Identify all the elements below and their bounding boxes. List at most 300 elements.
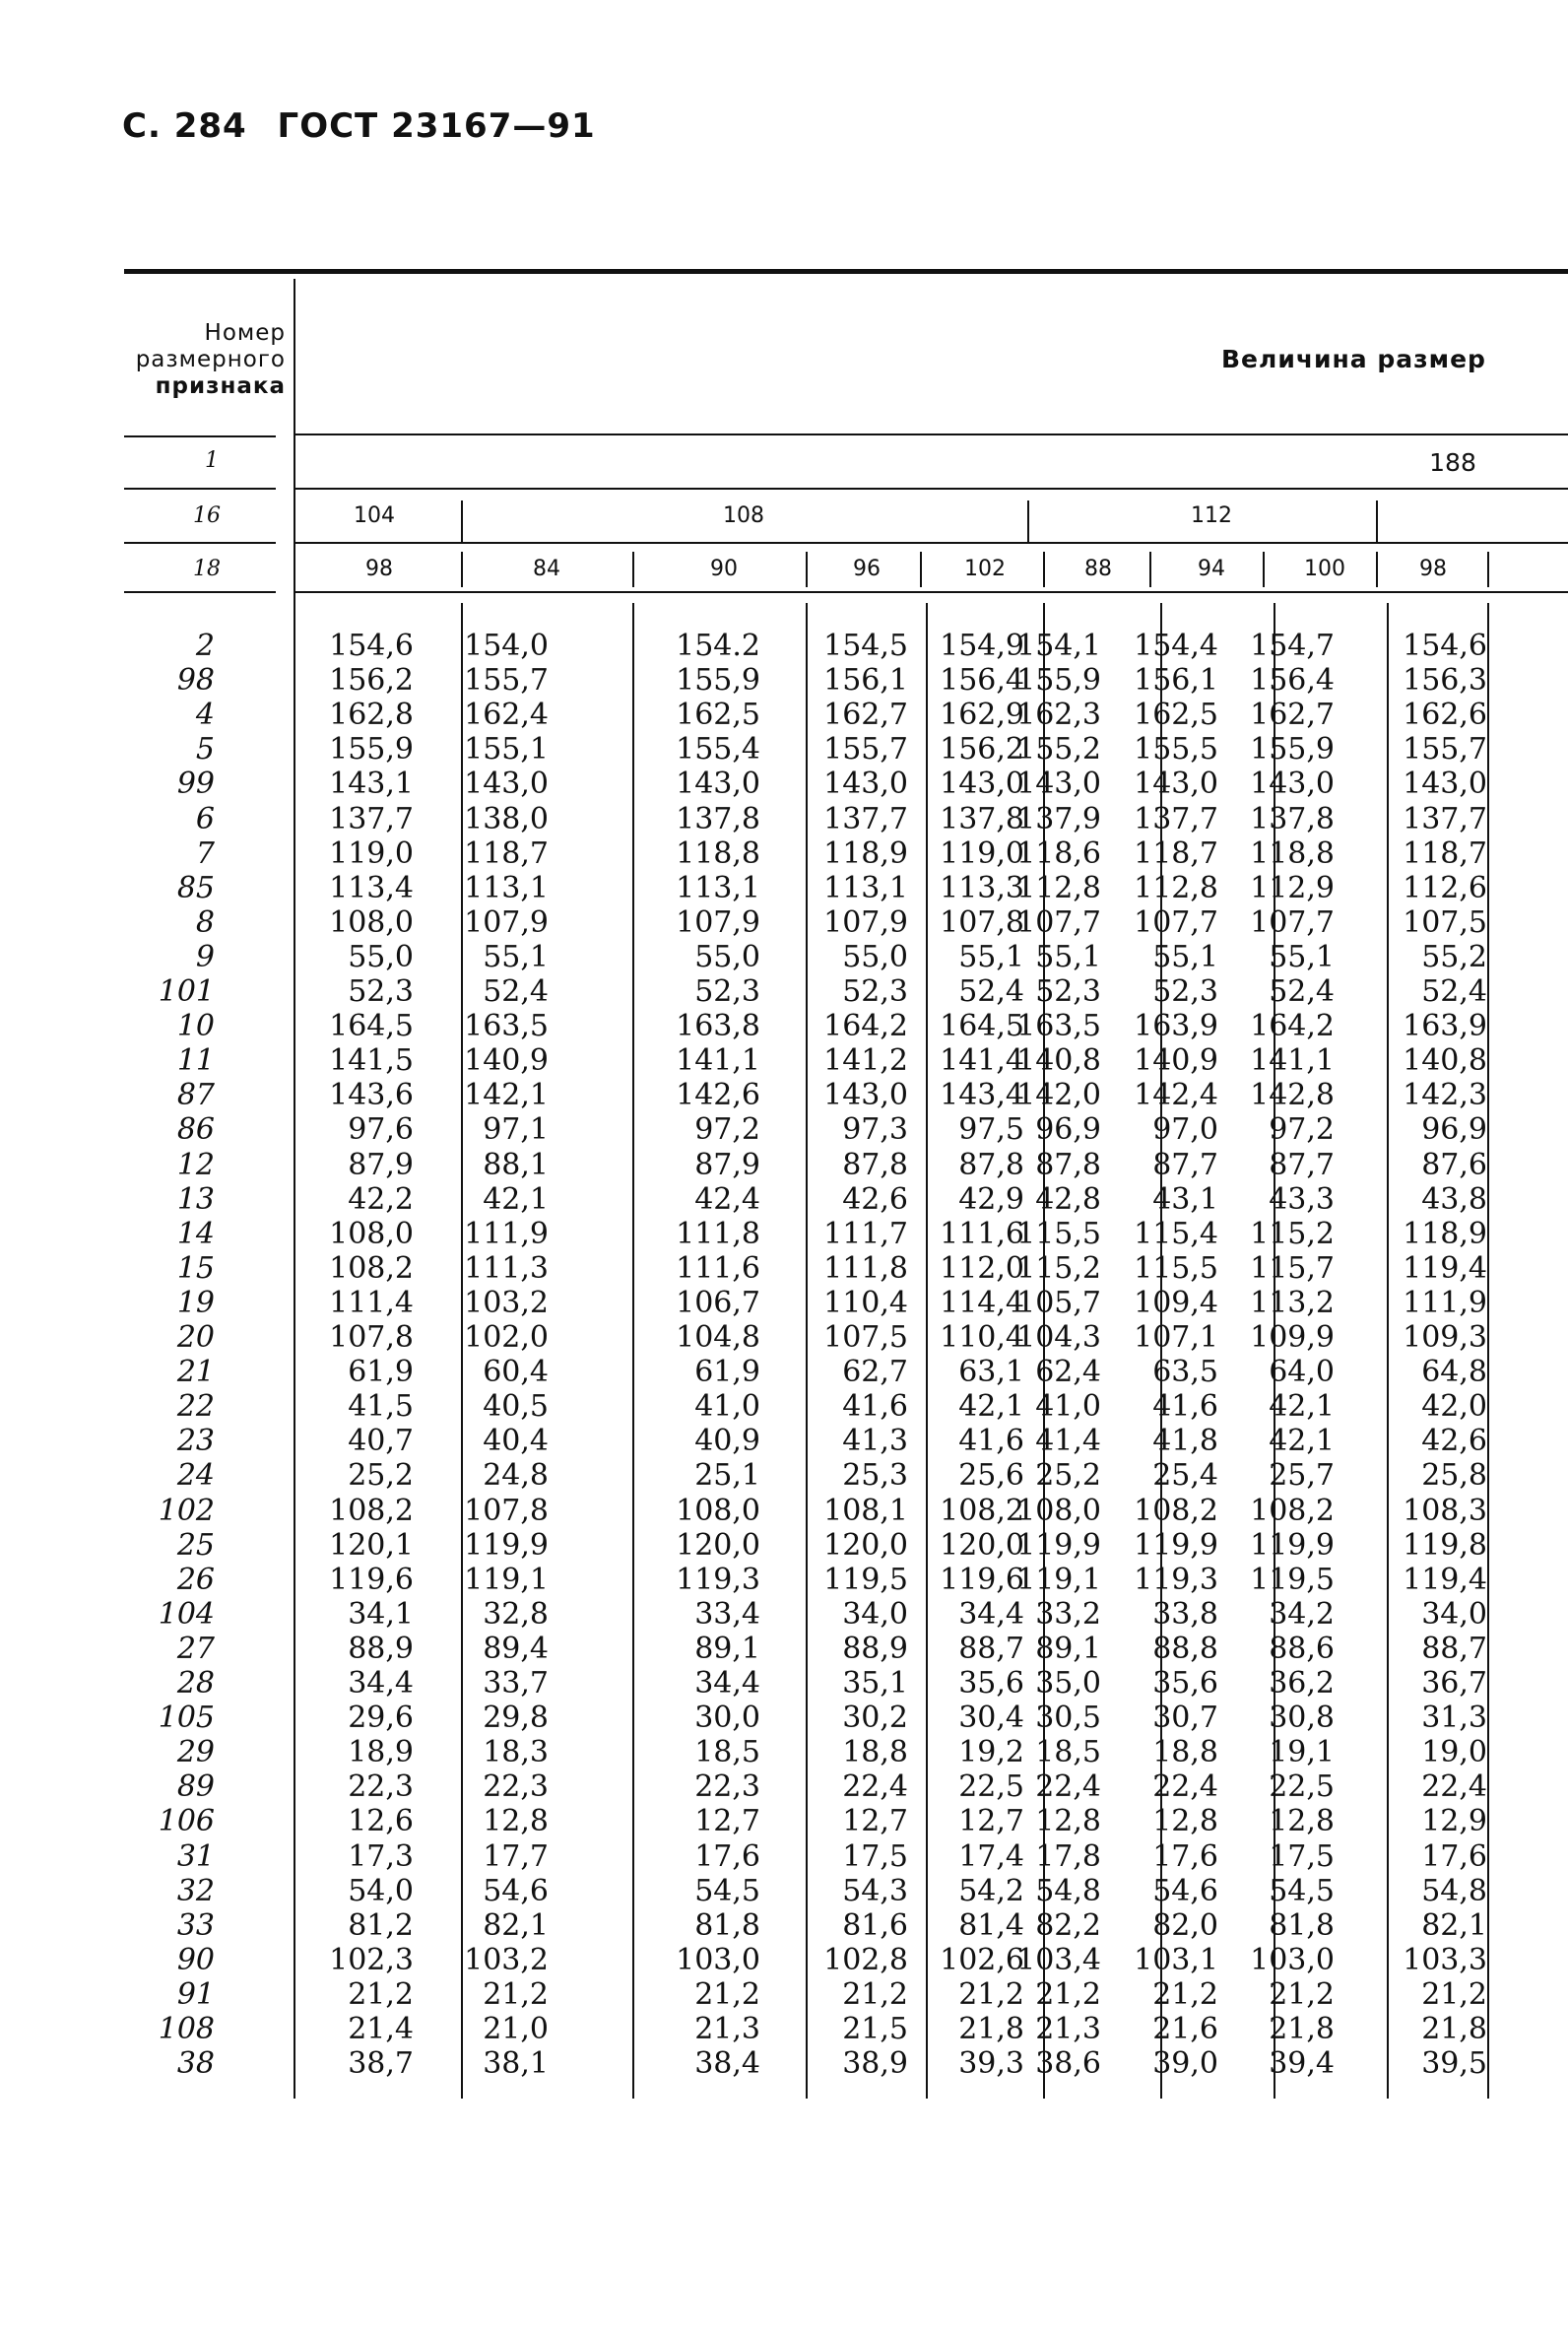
table-cell: 154,5 [823,629,908,663]
table-cell: 163,5 [464,1009,549,1044]
table-row [0,1632,1568,1666]
table-cell: 21,2 [1421,1976,1487,2012]
table-cell: 33,2 [1035,1596,1101,1632]
feature-number: 9 [195,939,215,974]
table-cell: 12,8 [1035,1804,1101,1839]
table-row [0,1182,1568,1217]
table-cell: 24,8 [483,1458,549,1494]
table-cell: 54,8 [1035,1873,1101,1908]
table-cell: 34,4 [694,1666,760,1701]
table-row [0,1458,1568,1493]
table-cell: 17,3 [348,1838,414,1874]
table-cell: 41,8 [1152,1424,1218,1459]
table-cell: 107,8 [940,904,1024,940]
table-row [0,2012,1568,2046]
table-cell: 19,0 [1421,1735,1487,1770]
feature-number: 8 [195,904,215,940]
feature-number: 20 [176,1320,215,1355]
table-cell: 142,4 [1134,1078,1218,1113]
table-cell: 118,7 [1134,835,1218,871]
table-cell: 111,9 [1403,1285,1487,1320]
table-row [0,1217,1568,1251]
table-row [0,974,1568,1009]
table-cell: 30,0 [694,1701,760,1736]
table-cell: 40,7 [348,1424,414,1459]
feature-number: 85 [176,870,215,905]
table-row [0,698,1568,732]
feature-number: 33 [176,1907,215,1943]
table-cell: 12,9 [1421,1804,1487,1839]
table-cell: 63,5 [1152,1355,1218,1390]
table-row [0,1735,1568,1769]
table-cell: 112,9 [1250,870,1335,905]
table-cell: 137,8 [940,801,1024,836]
row-header-label: Номер размерного признака [135,320,286,399]
table-cell: 21,8 [1421,2012,1487,2046]
table-cell: 52,3 [348,974,414,1009]
table-cell: 164,5 [940,1009,1024,1044]
divider [124,488,276,490]
table-cell: 103,1 [1134,1942,1218,1977]
table-cell: 29,8 [483,1701,549,1736]
table-cell: 12,8 [483,1804,549,1839]
table-cell: 41,0 [694,1389,760,1425]
header-cell: 188 [1429,448,1476,477]
table-cell: 115,2 [1250,1216,1335,1251]
table-cell: 143,0 [1250,767,1335,802]
table-cell: 108,2 [329,1250,414,1286]
table-row [0,905,1568,940]
table-cell: 142,6 [676,1078,760,1113]
header-cell: 96 [853,557,881,581]
table-cell: 88,7 [958,1631,1024,1666]
table-cell: 164,2 [823,1009,908,1044]
divider [1027,500,1029,542]
table-cell: 38,4 [694,2046,760,2082]
header-cell: 102 [964,557,1006,581]
header-cell: 90 [710,557,738,581]
table-cell: 108,0 [1016,1493,1101,1528]
table-cell: 115,5 [1134,1250,1218,1286]
divider [1149,552,1151,587]
table-cell: 55,1 [958,939,1024,974]
table-cell: 154,9 [940,629,1024,663]
table-cell: 111,8 [823,1250,908,1286]
table-cell: 25,3 [842,1458,908,1494]
table-cell: 103,2 [464,1285,549,1320]
table-cell: 61,9 [694,1355,760,1390]
table-cell: 143,0 [823,1078,908,1113]
table-cell: 87,9 [694,1147,760,1182]
table-cell: 111,6 [940,1216,1024,1251]
table-cell: 40,5 [483,1389,549,1425]
table-cell: 21,2 [1035,1976,1101,2012]
table-row [0,663,1568,698]
divider [1263,552,1265,587]
table-cell: 111,7 [823,1216,908,1251]
table-cell: 63,1 [958,1355,1024,1390]
table-cell: 34,4 [958,1596,1024,1632]
table-cell: 12,7 [842,1804,908,1839]
table-cell: 113,3 [940,870,1024,905]
table-cell: 88,6 [1269,1631,1335,1666]
table-cell: 114,4 [940,1285,1024,1320]
table-cell: 111,3 [464,1250,549,1286]
table-cell: 156,4 [940,663,1024,699]
table-cell: 54,6 [1152,1873,1218,1908]
table-cell: 107,8 [329,1320,414,1355]
table-cell: 137,7 [823,801,908,836]
table-cell: 164,2 [1250,1009,1335,1044]
table-cell: 22,3 [348,1769,414,1805]
table-cell: 52,3 [694,974,760,1009]
feature-number: 25 [176,1527,215,1563]
table-cell: 107,5 [823,1320,908,1355]
table-row [0,1804,1568,1838]
table-cell: 108,2 [329,1493,414,1528]
page-header [122,106,614,146]
table-cell: 34,2 [1269,1596,1335,1632]
table-cell: 97,3 [842,1112,908,1148]
table-cell: 54,0 [348,1873,414,1908]
feature-number: 11 [176,1043,215,1079]
table-cell: 81,4 [958,1907,1024,1943]
table-cell: 143,0 [1134,767,1218,802]
table-cell: 12,6 [348,1804,414,1839]
table-cell: 162,5 [1134,698,1218,733]
divider [295,434,1568,435]
feature-number: 99 [176,767,215,802]
table-cell: 113,1 [823,870,908,905]
table-cell: 42,2 [348,1181,414,1217]
table-cell: 154.2 [676,629,760,663]
table-cell: 110,4 [823,1285,908,1320]
table-cell: 107,9 [676,904,760,940]
divider [1376,552,1378,587]
table-cell: 52,4 [958,974,1024,1009]
table-cell: 41,3 [842,1424,908,1459]
table-row [0,1908,1568,1943]
table-cell: 119,9 [464,1527,549,1563]
table-cell: 34,4 [348,1666,414,1701]
table-cell: 107,1 [1134,1320,1218,1355]
table-cell: 22,4 [1152,1769,1218,1805]
table-row [0,1389,1568,1424]
table-cell: 155,9 [1016,663,1101,699]
table-cell: 52,4 [1421,974,1487,1009]
table-cell: 81,8 [1269,1907,1335,1943]
table-cell: 143,1 [329,767,414,802]
table-cell: 156,1 [823,663,908,699]
table-cell: 55,0 [348,939,414,974]
table-cell: 118,9 [823,835,908,871]
table-cell: 34,0 [842,1596,908,1632]
table-cell: 138,0 [464,801,549,836]
header-cell: 94 [1198,557,1225,581]
table-cell: 154,6 [329,629,414,663]
table-cell: 155,9 [329,732,414,767]
divider [806,552,808,587]
table-cell: 97,0 [1152,1112,1218,1148]
table-cell: 64,8 [1421,1355,1487,1390]
table-cell: 155,5 [1134,732,1218,767]
table-cell: 41,6 [842,1389,908,1425]
table-cell: 22,4 [1421,1769,1487,1805]
table-cell: 143,0 [940,767,1024,802]
header-cell: 88 [1084,557,1112,581]
feature-number: 15 [176,1250,215,1286]
table-cell: 118,8 [1250,835,1335,871]
table-row [0,940,1568,974]
table-cell: 81,6 [842,1907,908,1943]
table-cell: 21,3 [694,2012,760,2046]
table-cell: 54,3 [842,1873,908,1908]
header-cell: 104 [354,503,395,528]
table-cell: 41,4 [1035,1424,1101,1459]
table-cell: 115,2 [1016,1250,1101,1286]
table-cell: 142,0 [1016,1078,1101,1113]
table-cell: 33,7 [483,1666,549,1701]
feature-number: 7 [195,835,215,871]
table-cell: 17,6 [694,1838,760,1874]
table-cell: 87,7 [1152,1147,1218,1182]
table-cell: 52,3 [1035,974,1101,1009]
table-cell: 109,9 [1250,1320,1335,1355]
table-cell: 87,6 [1421,1147,1487,1182]
table-cell: 107,7 [1016,904,1101,940]
table-cell: 137,7 [329,801,414,836]
header-cell: 98 [1419,557,1447,581]
table-row [0,836,1568,871]
header-cell: 100 [1304,557,1345,581]
table-cell: 19,1 [1269,1735,1335,1770]
feature-number: 23 [176,1424,215,1459]
table-cell: 119,3 [676,1562,760,1597]
table-cell: 155,7 [1403,732,1487,767]
table-cell: 108,0 [329,1216,414,1251]
table-cell: 41,6 [1152,1389,1218,1425]
table-cell: 112,8 [1016,870,1101,905]
feature-number: 104 [158,1596,215,1632]
table-cell: 18,8 [1152,1735,1218,1770]
table-cell: 108,2 [1250,1493,1335,1528]
table-cell: 119,6 [329,1562,414,1597]
table-cell: 97,2 [694,1112,760,1148]
table-cell: 162,5 [676,698,760,733]
table-cell: 42,4 [694,1181,760,1217]
table-cell: 52,4 [1269,974,1335,1009]
table-cell: 40,9 [694,1424,760,1459]
table-cell: 155,9 [676,663,760,699]
table-cell: 155,4 [676,732,760,767]
table-cell: 35,6 [1152,1666,1218,1701]
divider [1043,552,1045,587]
table-cell: 119,3 [1134,1562,1218,1597]
table-cell: 103,0 [1250,1942,1335,1977]
table-cell: 143,0 [676,767,760,802]
table-cell: 35,1 [842,1666,908,1701]
table-cell: 87,7 [1269,1147,1335,1182]
table-row [0,1563,1568,1597]
table-cell: 108,2 [940,1493,1024,1528]
table-cell: 96,9 [1035,1112,1101,1148]
table-cell: 64,0 [1269,1355,1335,1390]
feature-number: 13 [176,1181,215,1217]
table-row [0,629,1568,663]
divider [295,542,1568,544]
table-cell: 104,3 [1016,1320,1101,1355]
table-cell: 29,6 [348,1701,414,1736]
table-row [0,1528,1568,1563]
table-cell: 108,3 [1403,1493,1487,1528]
table-cell: 155,7 [464,663,549,699]
table-row [0,767,1568,801]
table-cell: 88,8 [1152,1631,1218,1666]
table-cell: 112,8 [1134,870,1218,905]
feature-number: 89 [176,1769,215,1805]
table-cell: 96,9 [1421,1112,1487,1148]
table-cell: 87,9 [348,1147,414,1182]
table-cell: 55,1 [1035,939,1101,974]
feature-number: 14 [176,1216,215,1251]
table-cell: 18,3 [483,1735,549,1770]
table-cell: 108,0 [329,904,414,940]
table-cell: 89,1 [694,1631,760,1666]
table-cell: 120,0 [940,1527,1024,1563]
standard-code: ГОСТ 23167—91 [277,106,596,146]
table-cell: 38,6 [1035,2046,1101,2082]
feature-number: 5 [195,732,215,767]
table-cell: 21,2 [1152,1976,1218,2012]
table-cell: 22,5 [958,1769,1024,1805]
table-cell: 12,7 [694,1804,760,1839]
divider [1487,552,1489,587]
table-cell: 21,0 [483,2012,549,2046]
table-cell: 34,0 [1421,1596,1487,1632]
table-cell: 30,5 [1035,1701,1101,1736]
table-cell: 155,1 [464,732,549,767]
table-cell: 137,9 [1016,801,1101,836]
table-cell: 156,2 [329,663,414,699]
table-row [0,1009,1568,1043]
table-cell: 119,0 [940,835,1024,871]
table-cell: 140,9 [1134,1043,1218,1079]
table-cell: 118,8 [676,835,760,871]
table-cell: 30,4 [958,1701,1024,1736]
feature-number: 87 [176,1078,215,1113]
table-cell: 108,0 [676,1493,760,1528]
page-number: С. 284 [122,106,247,146]
table-cell: 107,7 [1250,904,1335,940]
table-cell: 97,1 [483,1112,549,1148]
table-cell: 54,6 [483,1873,549,1908]
table-cell: 35,6 [958,1666,1024,1701]
table-cell: 119,1 [1016,1562,1101,1597]
table-row [0,1320,1568,1355]
table-cell: 142,8 [1250,1078,1335,1113]
table-row [0,1597,1568,1632]
divider [461,552,463,587]
table-cell: 52,3 [842,974,908,1009]
header-cell: 84 [533,557,560,581]
table-cell: 21,5 [842,2012,908,2046]
feature-16-label: 16 [193,503,221,528]
table-cell: 87,8 [958,1147,1024,1182]
table-row [0,1286,1568,1320]
table-cell: 38,1 [483,2046,549,2082]
table-cell: 107,9 [823,904,908,940]
table-cell: 22,3 [694,1769,760,1805]
feature-number: 27 [176,1631,215,1666]
table-cell: 163,5 [1016,1009,1101,1044]
table-cell: 154,6 [1403,629,1487,663]
table-cell: 104,8 [676,1320,760,1355]
table-cell: 111,9 [464,1216,549,1251]
table-cell: 115,7 [1250,1250,1335,1286]
table-cell: 97,2 [1269,1112,1335,1148]
feature-number: 2 [195,629,215,663]
table-cell: 119,6 [940,1562,1024,1597]
table-cell: 141,1 [676,1043,760,1079]
table-cell: 155,2 [1016,732,1101,767]
feature-number: 12 [176,1147,215,1182]
table-cell: 42,0 [1421,1389,1487,1425]
table-cell: 61,9 [348,1355,414,1390]
table-row [0,1043,1568,1078]
table-cell: 55,0 [694,939,760,974]
table-cell: 82,2 [1035,1907,1101,1943]
table-row [0,2046,1568,2081]
table-cell: 21,4 [348,2012,414,2046]
divider [295,488,1568,490]
table-cell: 87,8 [842,1147,908,1182]
feature-18-label: 18 [193,557,221,581]
feature-number: 24 [176,1458,215,1494]
divider [632,552,634,587]
table-cell: 143,0 [823,767,908,802]
table-cell: 143,0 [464,767,549,802]
table-cell: 156,2 [940,732,1024,767]
table-cell: 41,5 [348,1389,414,1425]
table-cell: 25,8 [1421,1458,1487,1494]
feature-number: 105 [158,1701,215,1736]
table-cell: 162,6 [1403,698,1487,733]
table-cell: 42,1 [1269,1424,1335,1459]
table-top-rule [124,269,1568,274]
table-cell: 12,7 [958,1804,1024,1839]
feature-number: 26 [176,1562,215,1597]
table-cell: 31,3 [1421,1701,1487,1736]
divider [461,500,463,542]
table-cell: 107,5 [1403,904,1487,940]
table-cell: 21,6 [1152,2012,1218,2046]
table-cell: 118,9 [1403,1216,1487,1251]
table-cell: 109,3 [1403,1320,1487,1355]
table-cell: 162,8 [329,698,414,733]
table-cell: 119,5 [823,1562,908,1597]
divider [124,435,276,437]
table-cell: 43,3 [1269,1181,1335,1217]
table-cell: 113,4 [329,870,414,905]
table-cell: 143,4 [940,1078,1024,1113]
table-cell: 163,9 [1134,1009,1218,1044]
table-cell: 54,5 [694,1873,760,1908]
table-cell: 102,8 [823,1942,908,1977]
table-cell: 21,2 [1269,1976,1335,2012]
table-cell: 21,2 [958,1976,1024,2012]
table-cell: 62,4 [1035,1355,1101,1390]
feature-number: 91 [176,1976,215,2012]
